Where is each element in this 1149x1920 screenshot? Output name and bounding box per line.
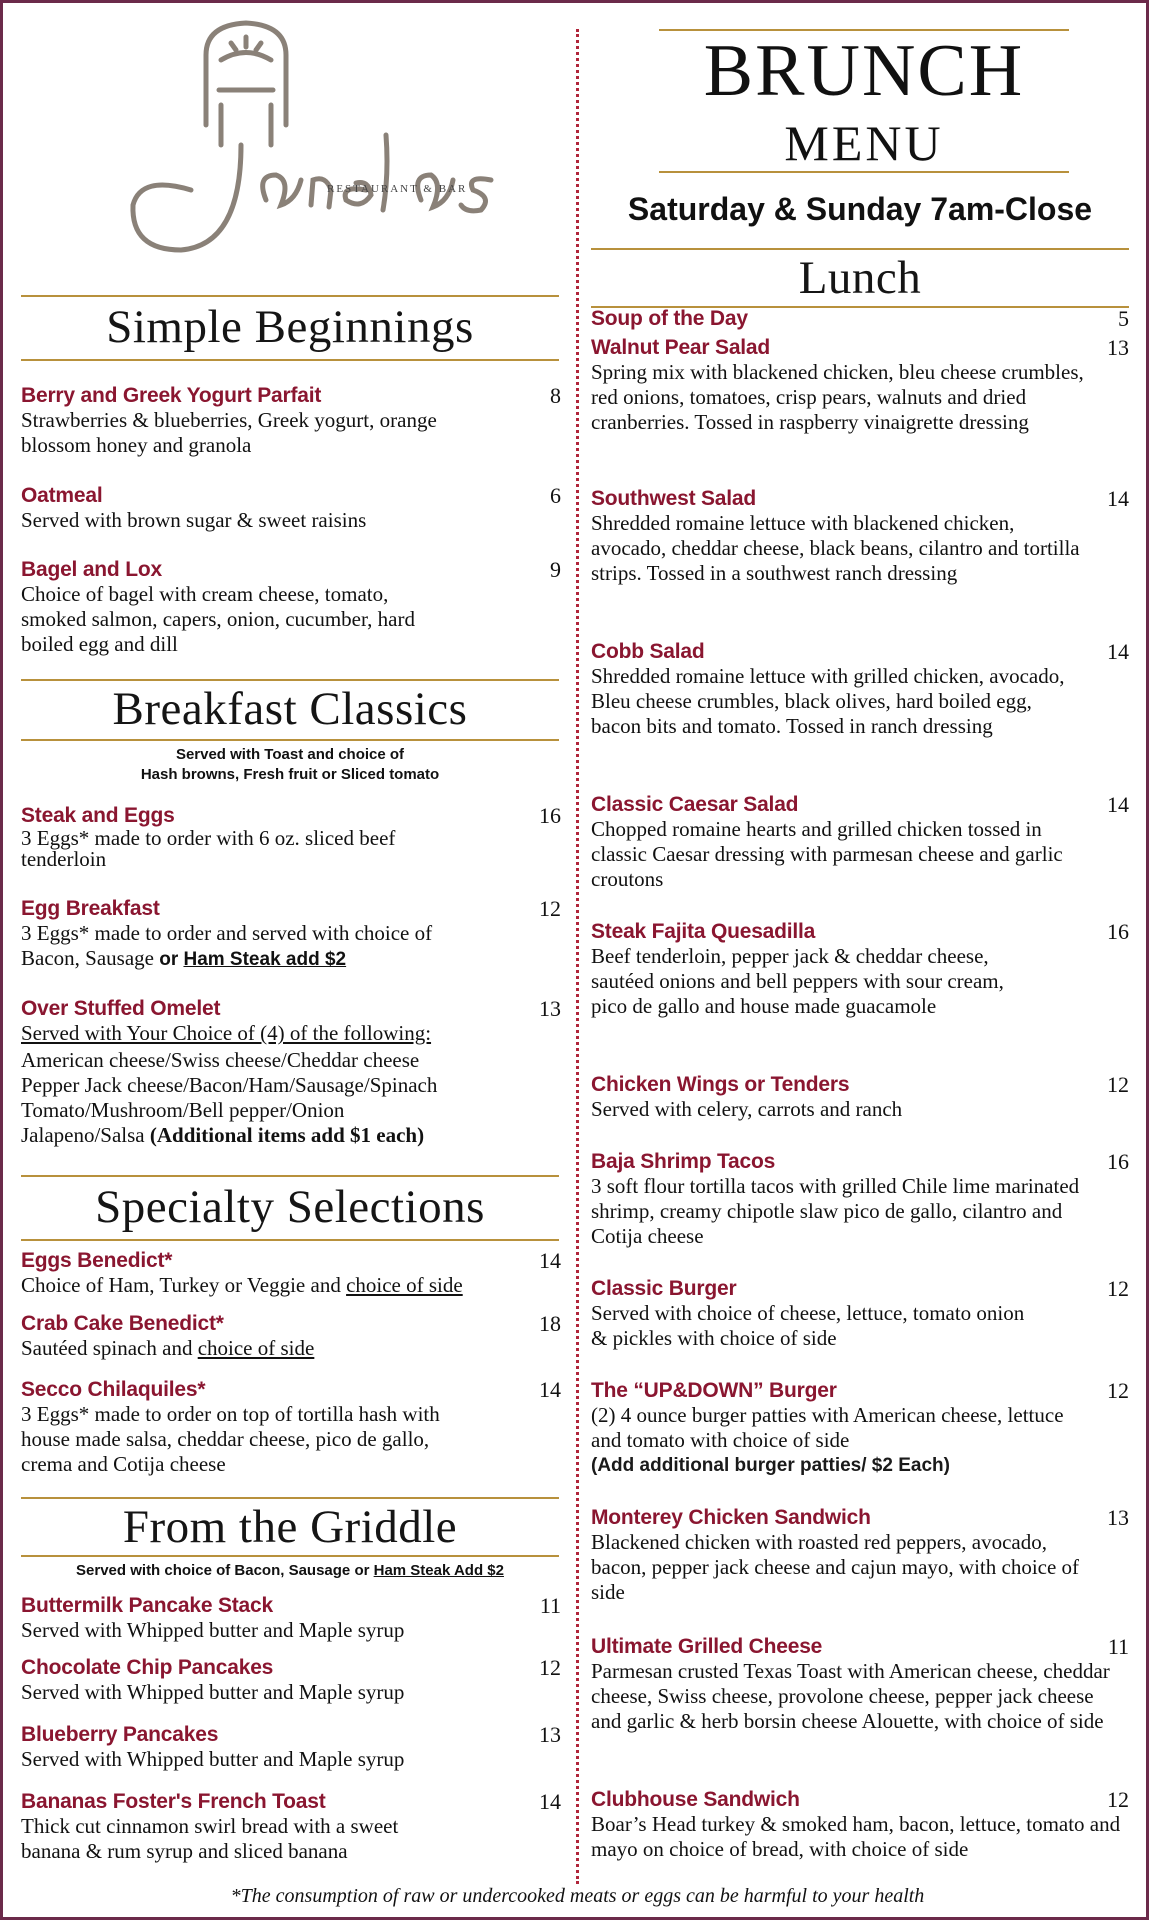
menu-item [21,996,559,1148]
item-description: (2) 4 ounce burger patties with American cheese, lettuce and tomato with choice of side [591,1403,1064,1452]
item-name: Steak and Eggs [21,804,175,827]
section-title: From the Griddle [122,1501,458,1553]
menu-item [591,792,1129,892]
menu-item [591,1149,1129,1249]
item-name: Bananas Foster's French Toast [21,1790,326,1813]
item-price: 18 [539,1311,561,1336]
item-price: 16 [1107,1149,1129,1174]
desc-underlined: choice of side [197,1336,315,1360]
section-title: Simple Beginnings [106,301,474,353]
item-name: Southwest Salad [591,487,757,510]
menu-item [591,1787,1129,1862]
omelet-option-line: American cheese/Swiss cheese/Cheddar cheese [21,1048,420,1072]
menu-item [591,1276,1129,1351]
item-name: Baja Shrimp Tacos [591,1150,776,1173]
menu-item [21,1593,559,1643]
menu-item [21,1789,559,1864]
item-description: Served with Whipped butter and Maple syrup [21,1618,405,1642]
section-lunch [591,248,1129,308]
menu-item [591,1072,1129,1122]
gold-rule [21,295,559,297]
item-name: Oatmeal [21,484,103,507]
desc-text: 3 Eggs* made to order and served with choice of Bacon, Sausage [21,921,433,970]
health-disclaimer: *The consumption of raw or undercooked meats or eggs can be harmful to your health [230,1885,925,1907]
item-price: 13 [1107,1505,1129,1530]
item-description: Beef tenderloin, pepper jack & cheddar cheese, sautéed onions and bell peppers with sour cream, pico de gallo and house made guacamole [591,944,1004,1018]
menu-item [591,1378,1129,1478]
menu-item [21,1248,559,1298]
menu-item [21,557,559,657]
item-price: 5 [1118,306,1129,331]
section-subtitle: Served with Toast and choice of [175,746,405,763]
section-breakfast-classics [21,679,559,785]
item-description [21,921,491,972]
item-name: Steak Fajita Quesadilla [591,920,816,943]
section-subtitle [21,1561,559,1581]
item-description: Served with celery, carrots and ranch [591,1097,903,1121]
item-description: Served with Whipped butter and Maple syrup [21,1680,405,1704]
menu-item [591,639,1129,739]
item-name: Egg Breakfast [21,897,160,920]
item-price: 11 [1107,1634,1129,1659]
item-description: 3 soft flour tortilla tacos with grilled Chile lime marinated shrimp, creamy chipotle slaw pico de gallo, cilantro and Cotija cheese [591,1174,1080,1248]
menu-item [21,803,559,870]
item-description: Served with choice of cheese, lettuce, tomato onion & pickles with choice of side [591,1301,1025,1350]
menu-item [21,383,559,458]
item-name: Berry and Greek Yogurt Parfait [21,384,322,407]
item-price: 13 [1107,335,1129,360]
subtitle-text: Served with choice of Bacon, Sausage or [76,1562,370,1579]
item-price: 11 [539,1593,561,1618]
gold-rule [21,739,559,741]
section-specialty-selections [21,1175,559,1241]
item-price: 14 [1107,792,1129,817]
item-name: Eggs Benedict* [21,1249,173,1272]
gold-rule [21,1175,559,1177]
menu-item [591,919,1129,1019]
item-description: Chopped romaine hearts and grilled chicken tossed in classic Caesar dressing with parmesan cheese and garlic croutons [591,817,1063,891]
item-description: Thick cut cinnamon swirl bread with a sweet banana & rum syrup and sliced banana [21,1814,399,1863]
gold-rule [21,1555,559,1557]
section-subtitle: Hash browns, Fresh fruit or Sliced tomato [140,766,440,783]
menu-item [21,896,559,972]
item-description [21,1336,559,1361]
item-description: Shredded romaine lettuce with blackened chicken, avocado, cheddar cheese, black beans, cilantro and tortilla strips. Tossed in a southwest ranch dressing [591,511,1080,585]
item-price: 16 [539,803,561,828]
omelet-option-line: Tomato/Mushroom/Bell pepper/Onion [21,1098,345,1122]
item-price: 14 [1107,486,1129,511]
item-description: Parmesan crusted Texas Toast with American cheese, cheddar cheese, Swiss cheese, provolone cheese, pepper jack cheese and garlic & herb borsin cheese Alouette, with choice of side [591,1659,1110,1733]
item-name: Walnut Pear Salad [591,336,771,359]
item-price: 13 [539,1722,561,1747]
page-subtitle: MENU [784,115,944,171]
item-price: 9 [550,557,561,582]
item-name: Soup of the Day [591,307,748,330]
subtitle-underlined: Ham Steak Add $2 [373,1562,504,1579]
item-name: Ultimate Grilled Cheese [591,1635,823,1658]
section-title: Breakfast Classics [112,683,468,735]
item-description: Spring mix with blackened chicken, bleu cheese crumbles, red onions, tomatoes, crisp pears, walnuts and dried cranberries. Tossed in raspberry vinaigrette dressing [591,360,1084,434]
item-name: The “UP&DOWN” Burger [591,1379,837,1402]
item-price: 14 [539,1248,561,1273]
item-name: Clubhouse Sandwich [591,1788,800,1811]
item-name: Bagel and Lox [21,558,162,581]
omelet-last-line: Jalapeno/Salsa [21,1123,145,1147]
item-price: 12 [1107,1787,1129,1812]
item-price: 16 [1107,919,1129,944]
logo-tagline: RESTAURANT & BAR [327,183,468,195]
item-description-head: Served with Your Choice of (4) of the following: [21,1021,432,1045]
item-note: (Add additional burger patties/ $2 Each) [591,1455,950,1476]
gold-rule [659,171,1069,173]
section-simple-beginnings [21,295,559,361]
menu-item [591,486,1129,586]
item-name: Over Stuffed Omelet [21,997,221,1020]
item-price: 12 [1107,1276,1129,1301]
page-title: BRUNCH [703,30,1025,112]
item-price: 14 [539,1789,561,1814]
desc-text: Choice of Ham, Turkey or Veggie and [21,1273,341,1297]
item-description: 3 Eggs* made to order with 6 oz. sliced beef tenderloin [21,826,396,871]
item-price: 14 [1107,639,1129,664]
item-description: Served with brown sugar & sweet raisins [21,508,367,532]
restaurant-logo [121,15,501,265]
logo-mark-icon [121,15,501,265]
item-name: Secco Chilaquiles* [21,1378,206,1401]
item-price: 12 [1107,1072,1129,1097]
item-name: Crab Cake Benedict* [21,1312,224,1335]
menu-item [21,483,559,533]
item-name: Classic Burger [591,1277,737,1300]
item-description: Strawberries & blueberries, Greek yogurt, orange blossom honey and granola [21,408,437,457]
item-name: Cobb Salad [591,640,705,663]
item-price: 12 [539,1655,561,1680]
item-description: Served with Whipped butter and Maple syrup [21,1747,405,1771]
menu-item [21,1311,559,1361]
desc-text: Sautéed spinach and [21,1336,193,1360]
item-price: 12 [1107,1378,1129,1403]
column-divider [576,29,579,1884]
desc-extra: Ham Steak add $2 [183,949,347,970]
menu-item [21,1655,559,1705]
item-description: 3 Eggs* made to order on top of tortilla hash with house made salsa, cheddar cheese, pico de gallo, crema and Cotija cheese [21,1402,440,1476]
item-name: Monterey Chicken Sandwich [591,1506,871,1529]
gold-rule [21,359,559,361]
menu-item [21,1377,559,1477]
item-description: Boar’s Head turkey & smoked ham, bacon, lettuce, tomato and mayo on choice of bread, with choice of side [591,1812,1121,1861]
section-from-the-griddle [21,1497,559,1581]
item-description [21,1273,559,1298]
item-price: 12 [539,896,561,921]
omelet-option-line [21,1123,559,1148]
menu-item [591,306,1129,331]
gold-rule [21,1239,559,1241]
omelet-option-line: Pepper Jack cheese/Bacon/Ham/Sausage/Spinach [21,1073,438,1097]
menu-item [591,335,1129,435]
menu-item [21,1722,559,1772]
section-title: Lunch [798,252,922,304]
menu-item [591,1634,1129,1734]
item-name: Blueberry Pancakes [21,1723,219,1746]
omelet-additional-note: (Additional items add $1 each) [149,1123,425,1147]
item-description: Choice of bagel with cream cheese, tomato, smoked salmon, capers, onion, cucumber, hard boiled egg and dill [21,582,415,656]
item-price: 14 [539,1377,561,1402]
item-description: Blackened chicken with roasted red peppers, avocado, bacon, pepper jack cheese and cajun mayo, with choice of side [591,1530,1080,1604]
desc-or: or [159,949,179,970]
item-price: 8 [550,383,561,408]
item-name: Buttermilk Pancake Stack [21,1594,273,1617]
desc-underlined: choice of side [346,1273,463,1297]
item-price: 13 [539,996,561,1021]
item-name: Chicken Wings or Tenders [591,1073,850,1096]
item-price: 6 [550,483,561,508]
service-hours: Saturday & Sunday 7am-Close [627,191,1093,227]
section-title: Specialty Selections [95,1181,485,1233]
item-name: Chocolate Chip Pancakes [21,1656,274,1679]
menu-item [591,1505,1129,1605]
item-name: Classic Caesar Salad [591,793,799,816]
item-description: Shredded romaine lettuce with grilled chicken, avocado, Bleu cheese crumbles, black olives, hard boiled egg, bacon bits and tomato. Tossed in ranch dressing [591,664,1065,738]
